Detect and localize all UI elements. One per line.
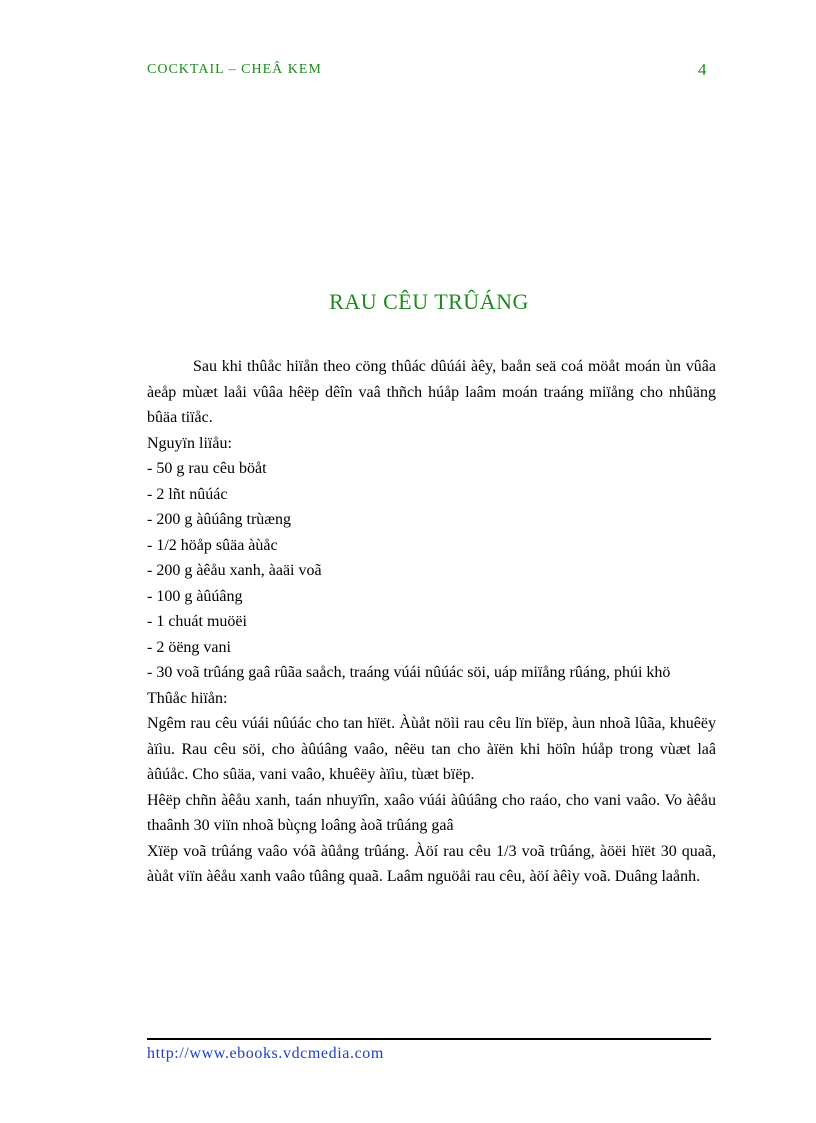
footer-divider [147, 1038, 711, 1040]
ingredient-item: - 200 g àêåu xanh, àaäi voã [147, 562, 322, 579]
ingredient-item: - 50 g rau cêu böåt [147, 460, 267, 477]
ingredient-item: - 1 chuát muöëi [147, 613, 247, 630]
recipe-body [147, 354, 716, 890]
recipe-intro: Sau khi thûåc hiïån theo cöng thûác dûúái àêy, baån seä coá möåt moán ùn vûâa àeåp mùæt laåi vûâa hêëp dêîn vaâ thñch húåp laâm moán traáng miïång cho nhûäng bûäa tiïåc. [147, 358, 716, 426]
recipe-title: RAU CÊU TRÛÁNG [329, 289, 529, 314]
ingredients-heading: Nguyïn liïåu: [147, 434, 232, 452]
ingredient-item: - 30 voã trûáng gaâ rûãa saåch, traáng vúái nûúác söi, uáp miïång rûáng, phúi khö [147, 664, 671, 681]
method-step: Xïëp voã trûáng vaâo vóã àûång trûáng. Àöí rau cêu 1/3 voã trûáng, àöëi hïët 30 quaã, àùåt viïn àêåu xanh vaâo tûâng quaã. Laâm nguöåi rau cêu, àöí àêìy voã. Duâng laånh. [147, 842, 716, 885]
footer-link[interactable]: http://www.ebooks.vdcmedia.com [147, 1045, 384, 1062]
ingredients-list [147, 456, 716, 686]
ingredient-item: - 100 g àûúâng [147, 587, 243, 605]
page-number: 4 [698, 60, 707, 79]
ingredient-item: - 1/2 höåp sûäa àùåc [147, 536, 278, 554]
ingredient-item: - 2 lñt nûúác [147, 485, 228, 503]
method-heading: Thûåc hiïån: [147, 689, 228, 707]
ingredient-item: - 2 öëng vani [147, 638, 231, 656]
ingredient-item: - 200 g àûúâng trùæng [147, 511, 291, 528]
header-title: COCKTAIL – CHEÂ KEM [147, 62, 322, 77]
method-step: Hêëp chñn àêåu xanh, taán nhuyïîn, xaâo vúái àûúâng cho raáo, cho vani vaâo. Vo àêåu thaânh 30 viïn nhoã bùçng loâng àoã trûáng gaâ [147, 791, 716, 834]
method-step: Ngêm rau cêu vúái nûúác cho tan hïët. Àùåt nöìi rau cêu lïn bïëp, àun nhoã lûãa, khuêëy àïìu. Rau cêu söi, cho àûúâng vaâo, nêëu tan cho àïën khi höîn húåp trong vùæt laâ àûúåc. Cho sûäa, vani vaâo, khuêëy àïìu, tùæt bïëp. [147, 715, 716, 783]
